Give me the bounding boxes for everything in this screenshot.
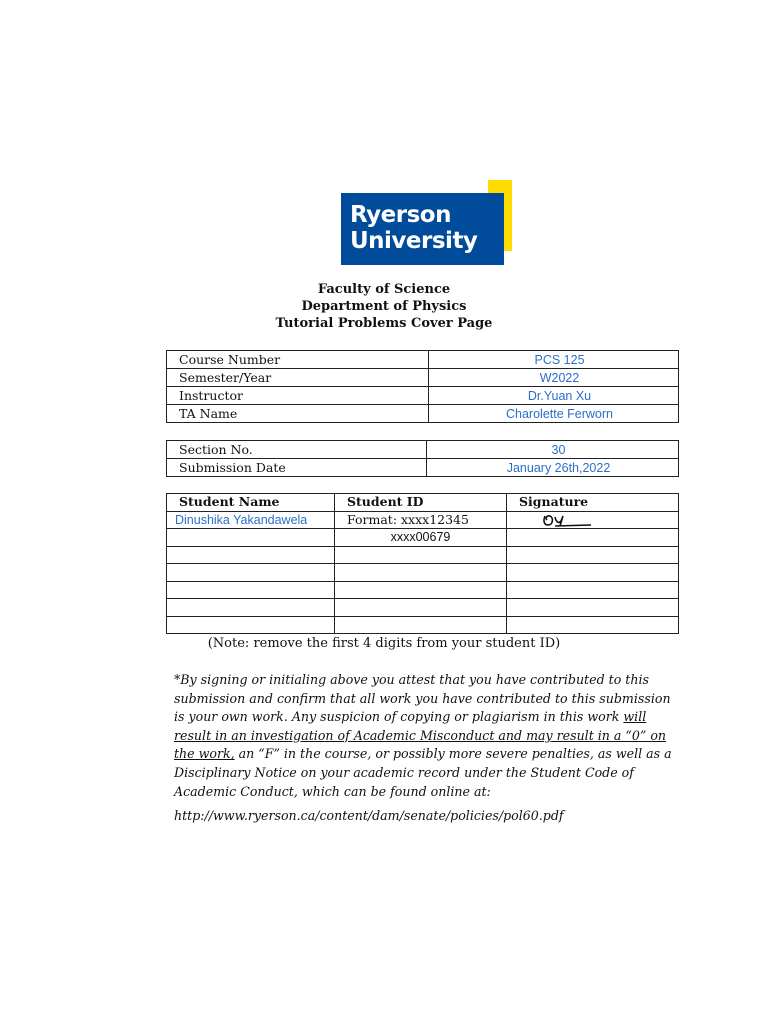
student-id-cell[interactable] xyxy=(335,599,507,617)
ryerson-logo xyxy=(341,180,511,265)
table-row xyxy=(167,599,679,617)
student-table xyxy=(166,493,679,634)
section-label: Section No. xyxy=(167,441,427,459)
cover-page-title: Tutorial Problems Cover Page xyxy=(275,316,493,331)
student-id-cell[interactable]: xxxx00679 xyxy=(335,529,507,547)
department-title: Department of Physics xyxy=(301,299,467,314)
course-number-label: Course Number xyxy=(167,351,429,369)
signature-cell[interactable] xyxy=(507,581,679,599)
attestation-text-2: an “F” in the course, or possibly more severe penalties, as well as a Disciplinary Notice on your academic record under the Student Code of Academic Conduct, which can be found online at: xyxy=(174,746,672,799)
signature-cell[interactable] xyxy=(507,511,679,529)
attestation-underlined: will result in an investigation of Academic Misconduct and may result in a “0” on the work, xyxy=(174,709,667,762)
section-value[interactable]: 30 xyxy=(427,441,679,459)
submission-date-label: Submission Date xyxy=(167,459,427,477)
signature-cell[interactable] xyxy=(507,546,679,564)
instructor-label: Instructor xyxy=(167,387,429,405)
student-id-cell[interactable] xyxy=(335,546,507,564)
student-id-cell[interactable] xyxy=(335,581,507,599)
student-name-header: Student Name xyxy=(167,494,335,512)
table-row xyxy=(167,351,679,369)
student-id-cell[interactable] xyxy=(335,564,507,582)
table-row xyxy=(167,459,679,477)
signature-cell[interactable] xyxy=(507,564,679,582)
table-row xyxy=(167,616,679,634)
signature-cell[interactable] xyxy=(507,529,679,547)
student-name-cell[interactable] xyxy=(167,616,335,634)
table-row xyxy=(167,511,679,529)
faculty-title: Faculty of Science xyxy=(317,282,451,297)
instructor-value[interactable]: Dr.Yuan Xu xyxy=(429,387,679,405)
section-info-table xyxy=(166,440,679,477)
student-name-cell[interactable] xyxy=(167,581,335,599)
ta-name-label: TA Name xyxy=(167,405,429,423)
logo-line-2: University xyxy=(350,228,478,254)
page-header xyxy=(0,281,768,332)
course-number-value[interactable]: PCS 125 xyxy=(429,351,679,369)
student-id-header: Student ID xyxy=(335,494,507,512)
semester-label: Semester/Year xyxy=(167,369,429,387)
table-row xyxy=(167,369,679,387)
table-header-row xyxy=(167,494,679,512)
policy-url[interactable]: http://www.ryerson.ca/content/dam/senate/policies/pol60.pdf xyxy=(174,808,564,823)
handwritten-signature xyxy=(541,513,591,528)
table-row xyxy=(167,405,679,423)
ta-name-value[interactable]: Charolette Ferworn xyxy=(429,405,679,423)
student-name-cell[interactable] xyxy=(167,529,335,547)
table-row xyxy=(167,564,679,582)
student-name-cell[interactable] xyxy=(167,599,335,617)
student-id-cell[interactable]: Format: xxxx12345 xyxy=(335,511,507,529)
submission-date-value[interactable]: January 26th,2022 xyxy=(427,459,679,477)
signature-header: Signature xyxy=(507,494,679,512)
student-name-cell[interactable] xyxy=(167,564,335,582)
table-row xyxy=(167,387,679,405)
student-name-cell[interactable]: Dinushika Yakandawela xyxy=(167,511,335,529)
attestation-paragraph xyxy=(174,671,684,801)
table-row xyxy=(167,441,679,459)
student-name-cell[interactable] xyxy=(167,546,335,564)
attestation-text-1: *By signing or initialing above you attest that you have contributed to this submission and confirm that all work you have contributed to this submission is your own work. Any suspicion of copying or plagiarism in this work xyxy=(174,672,671,725)
student-id-note: (Note: remove the first 4 digits from your student ID) xyxy=(207,636,561,651)
signature-cell[interactable] xyxy=(507,599,679,617)
table-row xyxy=(167,581,679,599)
semester-value[interactable]: W2022 xyxy=(429,369,679,387)
course-info-table xyxy=(166,350,679,423)
student-id-cell[interactable] xyxy=(335,616,507,634)
signature-cell[interactable] xyxy=(507,616,679,634)
logo-line-1: Ryerson xyxy=(350,202,451,228)
table-row xyxy=(167,529,679,547)
table-row xyxy=(167,546,679,564)
